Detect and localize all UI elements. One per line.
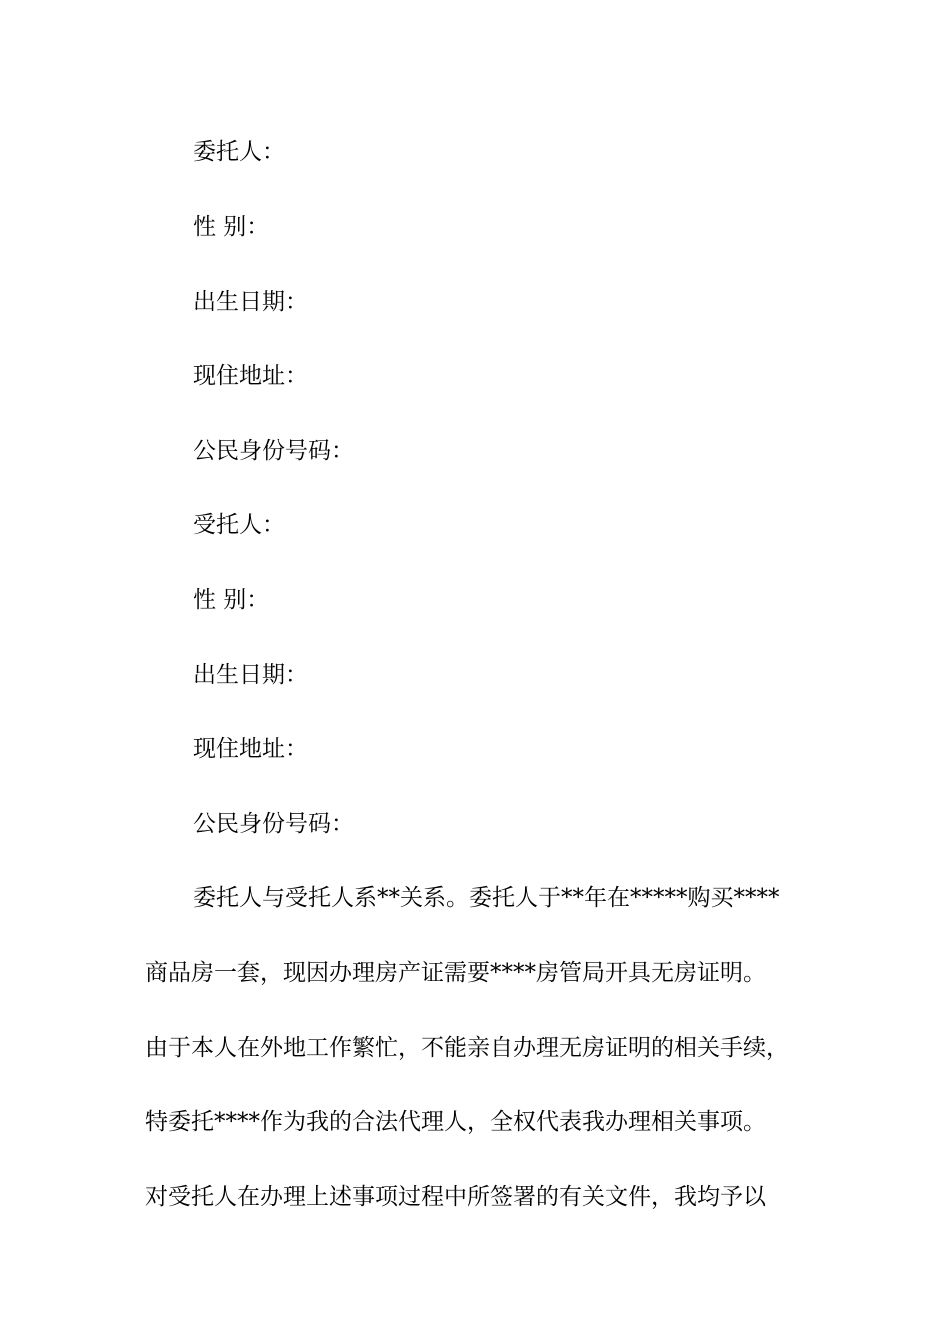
principal-heading: 委托人： xyxy=(193,139,285,165)
body-paragraph-line: 由于本人在外地工作繁忙，不能亲自办理无房证明的相关手续， xyxy=(145,1035,789,1061)
agent-heading: 受托人： xyxy=(193,512,285,538)
body-paragraph-line: 对受托人在办理上述事项过程中所签署的有关文件，我均予以 xyxy=(145,1184,766,1210)
principal-birth-label: 出生日期： xyxy=(193,289,308,315)
agent-birth-label: 出生日期： xyxy=(193,662,308,688)
body-paragraph-line: 商品房一套，现因办理房产证需要****房管局开具无房证明。 xyxy=(145,960,766,986)
agent-gender-label: 性 别： xyxy=(193,587,270,613)
principal-gender-label: 性 别： xyxy=(193,214,270,240)
body-paragraph-line: 特委托****作为我的合法代理人，全权代表我办理相关事项。 xyxy=(145,1109,766,1135)
body-paragraph-line: 委托人与受托人系**关系。委托人于**年在*****购买**** xyxy=(193,885,780,911)
agent-address-label: 现住地址： xyxy=(193,736,308,762)
principal-address-label: 现住地址： xyxy=(193,363,308,389)
agent-id-label: 公民身份号码： xyxy=(193,811,354,837)
principal-id-label: 公民身份号码： xyxy=(193,438,354,464)
